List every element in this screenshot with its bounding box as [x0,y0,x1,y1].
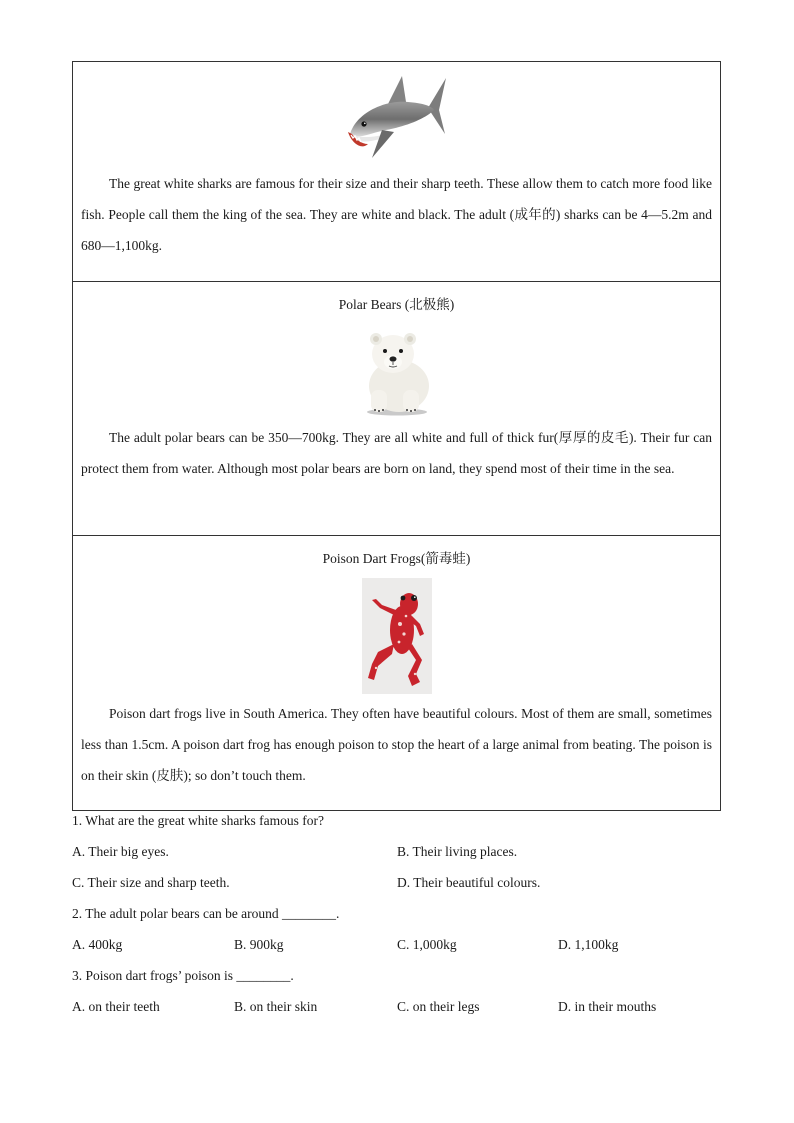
question-1-option-a[interactable]: A. Their big eyes. [72,844,169,859]
question-1-options [72,836,722,898]
shark-section [73,74,720,282]
comprehension-questions [72,805,722,1022]
question-2-option-b[interactable]: B. 900kg [234,937,284,952]
reading-passage-table [72,61,721,811]
shark-illustration-icon [342,74,452,162]
question-2-option-a[interactable]: A. 400kg [72,937,123,952]
question-2-stem: 2. The adult polar bears can be around ________. [72,906,340,921]
polar-bear-paragraph: The adult polar bears can be 350—700kg. They are all white and full of thick fur(厚厚的皮毛). Their fur can protect them from water. Although most polar bears are born on land, they spend most of their time in the sea. [81,430,712,476]
question-3-option-d[interactable]: D. in their mouths [558,999,657,1014]
poison-dart-frog-paragraph: Poison dart frogs live in South America. They often have beautiful colours. Most of them are small, sometimes less than 1.5cm. A poison dart frog has enough poison to stop the heart of a large animal from beating. The poison is on their skin (皮肤); so don’t touch them. [81,706,712,783]
question-3-option-c[interactable]: C. on their legs [397,999,480,1014]
shark-paragraph: The great white sharks are famous for their size and their sharp teeth. These allow them to catch more food like fish. People call them the king of the sea. They are white and black. The adult (成年的) sharks can be 4—5.2m and 680—1,100kg. [81,176,712,253]
question-3-stem: 3. Poison dart frogs’ poison is ________. [72,968,294,983]
polar-bear-section [73,296,720,536]
polar-bear-photo-icon [359,324,435,416]
question-2-options [72,929,722,960]
question-3-options [72,991,722,1022]
question-1-option-d[interactable]: D. Their beautiful colours. [397,875,541,890]
question-1-stem: 1. What are the great white sharks famous for? [72,813,325,828]
poison-dart-frog-photo-icon [362,578,432,694]
poison-dart-frog-section [73,550,720,810]
question-3-option-b[interactable]: B. on their skin [234,999,318,1014]
question-2-option-c[interactable]: C. 1,000kg [397,937,457,952]
question-3-option-a[interactable]: A. on their teeth [72,999,160,1014]
poison-dart-frog-title: Poison Dart Frogs(箭毒蛙) [322,551,471,566]
question-1-option-c[interactable]: C. Their size and sharp teeth. [72,875,230,890]
polar-bear-title: Polar Bears (北极熊) [338,297,455,312]
question-2-option-d[interactable]: D. 1,100kg [558,937,619,952]
question-1-option-b[interactable]: B. Their living places. [397,844,518,859]
